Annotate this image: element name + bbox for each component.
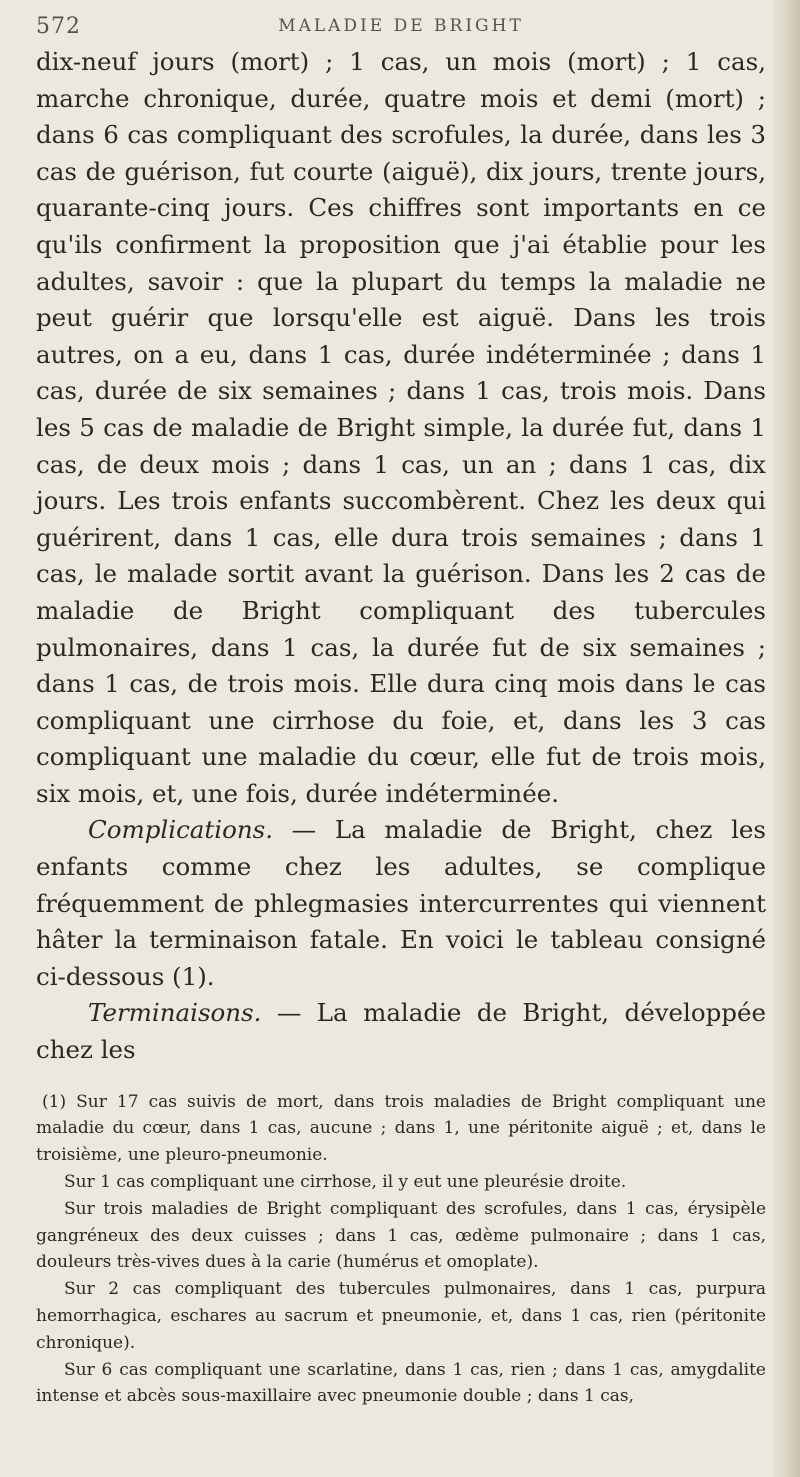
footnotes <box>36 1089 766 1411</box>
body-text <box>36 44 766 1069</box>
book-page <box>36 14 766 1410</box>
paragraph-complications <box>36 812 766 995</box>
footnote-scrofules: Sur trois maladies de Bright compliquant des scrofules, dans 1 cas, érysipèle gangréneux des deux cuisses ; dans 1 cas, œdème pulmonaire ; dans 1 cas, douleurs très-vives dues à la carie (humérus et omoplate). <box>36 1198 766 1273</box>
page-header <box>36 14 766 42</box>
footnote-tubercules: Sur 2 cas compliquant des tubercules pulmonaires, dans 1 cas, purpura hemorrhagica, eschares au sacrum et pneumonie, et, dans 1 cas, rien (péritonite chronique). <box>36 1279 766 1353</box>
complications-text: — La maladie de Bright, chez les enfants comme chez les adultes, se complique fréquemment de phlegmasies intercurrentes qui viennent hâter la terminaison fatale. En voici le tableau consigné ci-dessous (1). <box>36 815 766 991</box>
footnote-1: (1) Sur 17 cas suivis de mort, dans trois maladies de Bright compliquant une maladie du cœur, dans 1 cas, aucune ; dans 1, une péritonite aiguë ; et, dans le troisième, une pleuro-pneumonie. <box>36 1091 766 1166</box>
footnote-scarlatine: Sur 6 cas compliquant une scarlatine, dans 1 cas, rien ; dans 1 cas, amygdalite intense et abcès sous-maxillaire avec pneumonie double ; dans 1 cas, <box>36 1359 766 1407</box>
paragraph-terminaisons <box>36 995 766 1068</box>
complications-heading: Complications. <box>88 815 273 845</box>
terminaisons-heading: Terminaisons. <box>88 998 262 1028</box>
footnote-cirrhose: Sur 1 cas compliquant une cirrhose, il y eut une pleurésie droite. <box>64 1172 627 1193</box>
paragraph-durations: dix-neuf jours (mort) ; 1 cas, un mois (mort) ; 1 cas, marche chronique, durée, quatre mois et demi (mort) ; dans 6 cas compliquant des scrofules, la durée, dans les 3 cas de guérison, fut courte (aiguë), dix jours, trente jours, quarante-cinq jours. Ces chiffres sont importants en ce qu'ils confirment la proposition que j'ai établie pour les adultes, savoir : que la plupart du temps la maladie ne peut guérir que lorsqu'elle est aiguë. Dans les trois autres, on a eu, dans 1 cas, durée indéterminée ; dans 1 cas, durée de six semaines ; dans 1 cas, trois mois. Dans les 5 cas de maladie de Bright simple, la durée fut, dans 1 cas, de deux mois ; dans 1 cas, un an ; dans 1 cas, dix jours. Les trois enfants succombèrent. Chez les deux qui guérirent, dans 1 cas, elle dura trois semaines ; dans 1 cas, le malade sortit avant la guérison. Dans les 2 cas de maladie de Bright compliquant des tubercules pulmonaires, dans 1 cas, la durée fut de six semaines ; dans 1 cas, de trois mois. Elle dura cinq mois dans le cas compliquant une cirrhose du foie, et, dans les 3 cas compliquant une maladie du cœur, elle fut de trois mois, six mois, et, une fois, durée indéterminée. <box>36 47 766 808</box>
running-head: MALADIE DE BRIGHT <box>278 16 524 36</box>
page-edge <box>774 0 800 1477</box>
terminaisons-text: — La maladie de Bright, développée chez les <box>36 998 766 1065</box>
page-number: 572 <box>36 14 81 39</box>
